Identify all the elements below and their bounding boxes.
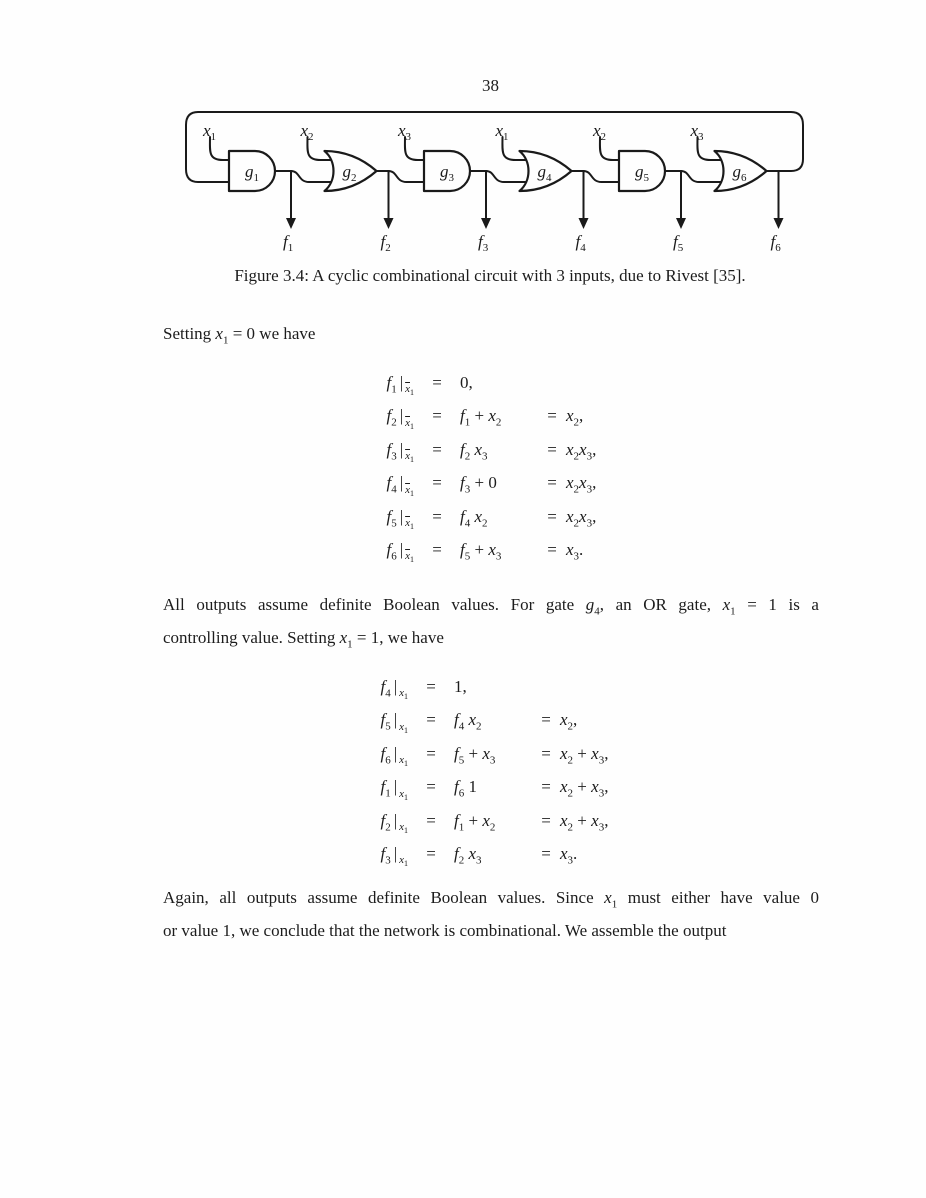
gate-label: $g_1$ xyxy=(245,162,259,184)
circuit-labels xyxy=(202,121,781,254)
gate-label: $g_6$ xyxy=(732,162,747,184)
equation-lhs: $f_2$ | $_{\overline{x}_1}$ xyxy=(386,406,414,431)
equals-sign: = xyxy=(547,473,557,493)
equation-middle: $f_6$ 1 xyxy=(454,777,477,800)
paragraph-line: All outputs assume definite Boolean values. For gate $g_4$, an OR gate, $x_1 = 1$ is a xyxy=(163,595,819,618)
input-label: $x_1$ xyxy=(203,121,217,143)
equals-sign: = xyxy=(426,710,436,730)
input-label: $x_1$ xyxy=(495,121,509,143)
equation-lhs: $f_3$ | $_{\overline{x}_1}$ xyxy=(386,439,414,465)
equation-middle: $f_1 + x_2$ xyxy=(460,406,502,429)
equation-rhs: $x_2x_3$, xyxy=(566,506,597,529)
equation-lhs: $f_1$ | $_{x_1}$ xyxy=(380,777,408,802)
paragraph-line: Again, all outputs assume definite Boolean values. Since $x_1$ must either have value 0 xyxy=(163,888,819,911)
arrowhead-icon xyxy=(579,218,589,229)
equation-row xyxy=(362,703,608,736)
evaluated-at-bar: | xyxy=(393,743,398,763)
evaluated-at-bar: | xyxy=(399,439,404,459)
equals-sign: = xyxy=(547,506,557,526)
input-label: $x_2$ xyxy=(593,121,607,143)
equation-rhs: $x_2 + x_3$, xyxy=(560,777,609,800)
equation-middle: $f_4$ $x_2$ xyxy=(454,710,482,733)
evaluated-at-bar: | xyxy=(393,810,398,830)
equation-rhs: $x_2x_3$, xyxy=(566,439,597,463)
equation-lhs: $f_1$ | $_{\overline{x}_1}$ xyxy=(386,373,414,398)
equation-lhs: $f_2$ | $_{x_1}$ xyxy=(380,810,408,836)
evaluated-at-bar: | xyxy=(399,539,404,559)
equals-sign: = xyxy=(432,439,442,459)
evaluated-at-bar: | xyxy=(393,843,398,863)
evaluated-at-bar: | xyxy=(393,777,398,797)
arrowhead-icon xyxy=(384,218,394,229)
equation-middle: $f_5 + x_3$ xyxy=(460,539,502,563)
equation-rhs: $x_3$. xyxy=(560,843,578,867)
paragraph-setting-x1-0: Setting $x_1 = 0$ we have xyxy=(163,324,316,347)
condition-subscript: x1 xyxy=(399,720,408,735)
equation-row xyxy=(368,500,596,533)
equation-row xyxy=(368,433,596,466)
evaluated-at-bar: | xyxy=(399,473,404,493)
equation-row xyxy=(368,399,596,432)
equals-sign: = xyxy=(547,539,557,559)
condition-subscript: x1 xyxy=(405,383,414,398)
output-label: $f_4$ xyxy=(575,232,586,254)
circuit-diagram xyxy=(0,0,926,262)
arrowhead-icon xyxy=(676,218,686,229)
equation-block-x1-0 xyxy=(368,366,596,566)
equation-row xyxy=(362,804,608,837)
equation-lhs: $f_6$ | $_{x_1}$ xyxy=(380,743,408,769)
condition-subscript: x1 xyxy=(405,483,414,498)
gate-label: $g_3$ xyxy=(440,162,454,184)
equation-block-x1-1 xyxy=(362,670,608,870)
equation-row xyxy=(362,837,608,870)
evaluated-at-bar: | xyxy=(399,406,404,426)
circuit-wires xyxy=(186,112,803,229)
output-label: $f_2$ xyxy=(380,232,391,254)
equation-rhs: $x_2x_3$, xyxy=(566,473,597,496)
equals-sign: = xyxy=(426,810,436,830)
condition-subscript: x1 xyxy=(399,820,408,836)
gate-label: $g_2$ xyxy=(342,162,357,184)
equals-sign: = xyxy=(541,743,551,763)
paragraph-line: or value 1, we conclude that the network is combinational. We assemble the output xyxy=(163,921,727,941)
equals-sign: = xyxy=(541,777,551,797)
equation-lhs: $f_3$ | $_{x_1}$ xyxy=(380,843,408,869)
equation-middle: $f_5 + x_3$ xyxy=(454,743,496,767)
equation-lhs: $f_4$ | $_{x_1}$ xyxy=(380,677,408,702)
output-label: $f_1$ xyxy=(283,232,294,254)
input-label: $x_3$ xyxy=(398,121,412,143)
equals-sign: = xyxy=(432,406,442,426)
equals-sign: = xyxy=(541,843,551,863)
equation-row xyxy=(362,770,608,803)
arrowhead-icon xyxy=(774,218,784,229)
equals-sign: = xyxy=(547,439,557,459)
input-label: $x_3$ xyxy=(690,121,704,143)
equation-rhs: $x_2$, xyxy=(566,406,584,429)
equals-sign: = xyxy=(426,743,436,763)
evaluated-at-bar: | xyxy=(393,710,398,730)
equals-sign: = xyxy=(426,843,436,863)
condition-subscript: x1 xyxy=(399,687,408,702)
equation-lhs: $f_6$ | $_{\overline{x}_1}$ xyxy=(386,539,414,565)
equals-sign: = xyxy=(426,777,436,797)
equation-lhs: $f_5$ | $_{x_1}$ xyxy=(380,710,408,735)
equation-row xyxy=(368,533,596,566)
equals-sign: = xyxy=(547,406,557,426)
output-label: $f_3$ xyxy=(478,232,489,254)
equals-sign: = xyxy=(426,677,436,696)
equals-sign: = xyxy=(541,710,551,730)
gate-label: $g_4$ xyxy=(537,162,552,184)
condition-subscript: x1 xyxy=(405,516,414,532)
equals-sign: = xyxy=(432,373,442,392)
evaluated-at-bar: | xyxy=(399,373,404,392)
evaluated-at-bar: | xyxy=(393,677,398,696)
condition-subscript: x1 xyxy=(405,550,414,565)
equation-rhs: $x_2 + x_3$, xyxy=(560,810,609,833)
paragraph-line: controlling value. Setting $x_1 = 1$, we have xyxy=(163,628,444,651)
output-label: $f_5$ xyxy=(673,232,684,254)
equation-middle: $f_3 + 0$ xyxy=(460,473,497,496)
paragraph-controlling-value xyxy=(163,588,819,654)
output-label: $f_6$ xyxy=(770,232,781,254)
condition-subscript: x1 xyxy=(405,416,414,431)
input-label: $x_2$ xyxy=(300,121,314,143)
condition-subscript: x1 xyxy=(399,787,408,802)
equals-sign: = xyxy=(432,473,442,493)
figure-caption: Figure 3.4: A cyclic combinational circuit with 3 inputs, due to Rivest [35]. xyxy=(234,266,746,285)
condition-subscript: x1 xyxy=(405,450,414,465)
equation-rhs: $x_3$. xyxy=(566,539,584,563)
equation-row xyxy=(362,670,608,703)
condition-subscript: x1 xyxy=(399,854,408,869)
equals-sign: = xyxy=(432,539,442,559)
page-number: 38 xyxy=(482,76,499,95)
stage-wire xyxy=(584,171,621,182)
equation-rhs: $x_2 + x_3$, xyxy=(560,743,609,767)
equals-sign: = xyxy=(432,506,442,526)
equation-lhs: $f_5$ | $_{\overline{x}_1}$ xyxy=(386,506,414,532)
equation-middle: $f_4$ $x_2$ xyxy=(460,506,488,529)
evaluated-at-bar: | xyxy=(399,506,404,526)
equation-lhs: $f_4$ | $_{\overline{x}_1}$ xyxy=(386,473,414,498)
paragraph-conclusion xyxy=(163,881,819,947)
condition-subscript: x1 xyxy=(399,754,408,769)
equals-sign: = xyxy=(541,810,551,830)
equation-row xyxy=(368,366,596,399)
equation-row xyxy=(362,737,608,770)
stage-wire xyxy=(389,171,426,182)
equation-middle: $f_2$ $x_3$ xyxy=(460,439,488,463)
equation-rhs: $x_2$, xyxy=(560,710,578,733)
equation-middle: $f_1 + x_2$ xyxy=(454,810,496,833)
equation-row xyxy=(368,466,596,499)
equation-middle: $f_2$ $x_3$ xyxy=(454,843,482,867)
equation-middle: 0, xyxy=(460,373,473,392)
gate-label: $g_5$ xyxy=(635,162,649,184)
arrowhead-icon xyxy=(481,218,491,229)
arrowhead-icon xyxy=(286,218,296,229)
equation-middle: 1, xyxy=(454,677,467,696)
